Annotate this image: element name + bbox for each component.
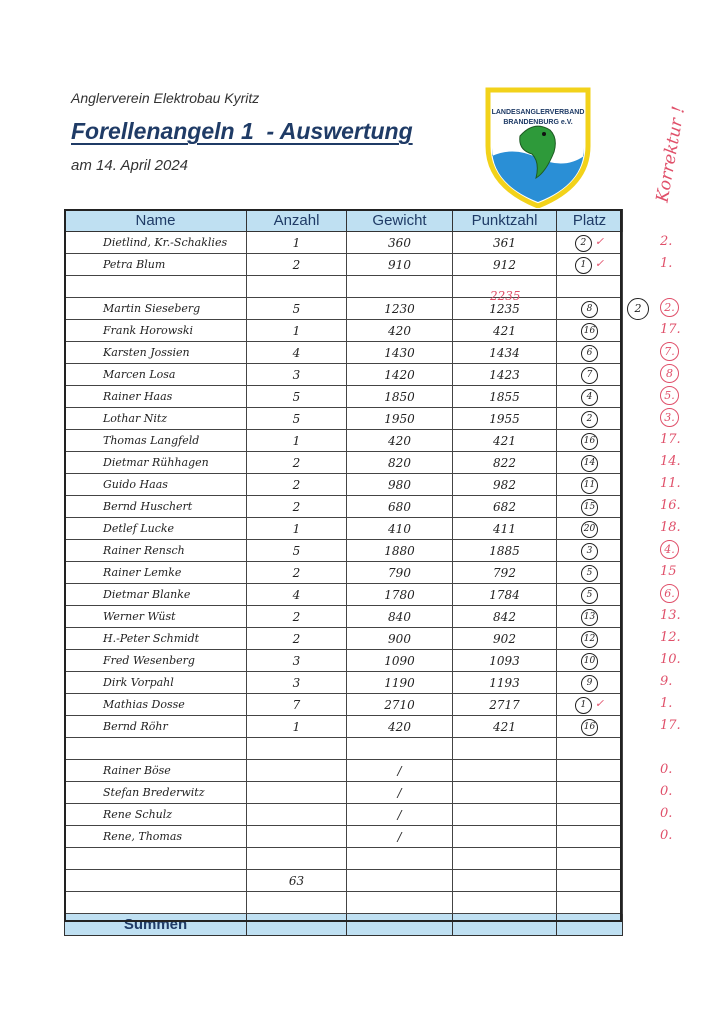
participant-name-cell: Martin Sieseberg xyxy=(65,298,247,320)
participant-name-cell: Marcen Losa xyxy=(65,364,247,386)
point-total-cell: 842 xyxy=(453,606,557,628)
fish-weight-cell: 900 xyxy=(347,628,453,650)
table-row xyxy=(65,342,623,364)
fish-weight-cell: 1950 xyxy=(347,408,453,430)
placement-circle: 1 xyxy=(575,697,592,714)
column-header-place: Platz xyxy=(557,210,623,232)
sum-cell xyxy=(453,914,557,936)
fish-weight-cell: / xyxy=(347,826,453,848)
participant-name-cell xyxy=(65,738,247,760)
participant-name-cell: Dietmar Rühhagen xyxy=(65,452,247,474)
fish-weight-cell: 1190 xyxy=(347,672,453,694)
table-row xyxy=(65,452,623,474)
placement-circle: 16 xyxy=(581,323,598,340)
correction-value: 12. xyxy=(660,630,681,645)
point-total-cell xyxy=(453,870,557,892)
placement-cell xyxy=(557,474,623,496)
point-total-cell: 421 xyxy=(453,430,557,452)
table-row xyxy=(65,760,623,782)
fish-weight-cell: 840 xyxy=(347,606,453,628)
fish-count-cell: 2 xyxy=(247,628,347,650)
participant-name-cell: Detlef Lucke xyxy=(65,518,247,540)
fish-count-cell: 3 xyxy=(247,364,347,386)
placement-cell xyxy=(557,540,623,562)
point-total-cell xyxy=(453,826,557,848)
check-mark-icon: ✓ xyxy=(594,696,605,710)
participant-name-cell: Stefan Brederwitz xyxy=(65,782,247,804)
fish-count-cell: 4 xyxy=(247,584,347,606)
correction-value xyxy=(660,363,700,385)
placement-cell xyxy=(557,584,623,606)
fish-count-cell: 2 xyxy=(247,474,347,496)
placement-cell xyxy=(557,364,623,386)
correction-value: 1. xyxy=(660,256,673,271)
fish-count-cell: 2 xyxy=(247,562,347,584)
sum-label: Summen xyxy=(65,914,247,936)
participant-name-cell xyxy=(65,892,247,914)
fish-weight-cell: 1780 xyxy=(347,584,453,606)
fish-count-cell: 1 xyxy=(247,232,347,254)
participant-name-cell: Rainer Haas xyxy=(65,386,247,408)
points-correction: 2235 xyxy=(490,289,521,303)
placement-cell xyxy=(557,848,623,870)
point-total-cell: 421 xyxy=(453,716,557,738)
placement-cell xyxy=(557,562,623,584)
placement-cell xyxy=(557,276,623,298)
point-total-cell: 1193 xyxy=(453,672,557,694)
placement-cell xyxy=(557,672,623,694)
fish-weight-cell: 1880 xyxy=(347,540,453,562)
fish-weight-cell: 2710 xyxy=(347,694,453,716)
fish-weight-cell: 410 xyxy=(347,518,453,540)
column-header-count: Anzahl xyxy=(247,210,347,232)
fish-count-cell: 2 xyxy=(247,254,347,276)
participant-name-cell: Rainer Lemke xyxy=(65,562,247,584)
table-row xyxy=(65,694,623,716)
placement-cell xyxy=(557,870,623,892)
placement-cell xyxy=(557,320,623,342)
check-mark-icon: ✓ xyxy=(594,256,605,270)
table-row xyxy=(65,386,623,408)
correction-value: 0. xyxy=(660,784,673,799)
participant-name-cell xyxy=(65,848,247,870)
fish-weight-cell: 1230 xyxy=(347,298,453,320)
placement-circle: 16 xyxy=(581,719,598,736)
participant-name-cell xyxy=(65,870,247,892)
fish-count-cell xyxy=(247,276,347,298)
participant-name-cell: Thomas Langfeld xyxy=(65,430,247,452)
placement-circle: 8 xyxy=(581,301,598,318)
table-row xyxy=(65,716,623,738)
participant-name-cell xyxy=(65,276,247,298)
sum-cell xyxy=(347,914,453,936)
placement-circle: 5 xyxy=(581,587,598,604)
participant-name-cell: Dirk Vorpahl xyxy=(65,672,247,694)
participant-name-cell: Rene Schulz xyxy=(65,804,247,826)
extra-place-mark: 2 xyxy=(627,298,649,320)
placement-circle: 16 xyxy=(581,433,598,450)
placement-cell xyxy=(557,408,623,430)
placement-cell xyxy=(557,694,623,716)
fish-count-cell xyxy=(247,760,347,782)
table-row xyxy=(65,364,623,386)
participant-name-cell: Dietlind, Kr.-Schaklies xyxy=(65,232,247,254)
point-total-cell: 1235 xyxy=(453,298,557,320)
fish-weight-cell: 910 xyxy=(347,254,453,276)
point-total-cell xyxy=(453,782,557,804)
participant-name-cell: Rainer Böse xyxy=(65,760,247,782)
point-total-cell: 982 xyxy=(453,474,557,496)
correction-value: 9. xyxy=(660,674,673,689)
point-total-cell: 421 xyxy=(453,320,557,342)
results-table xyxy=(64,209,623,936)
correction-circle: 3. xyxy=(660,408,679,427)
fish-weight-cell: 420 xyxy=(347,320,453,342)
sum-row xyxy=(65,914,623,936)
association-logo xyxy=(484,86,592,208)
fish-weight-cell: 820 xyxy=(347,452,453,474)
correction-circle: 6. xyxy=(660,584,679,603)
fish-weight-cell: 420 xyxy=(347,716,453,738)
column-header-weight: Gewicht xyxy=(347,210,453,232)
correction-circle: 7. xyxy=(660,342,679,361)
table-row xyxy=(65,826,623,848)
point-total-cell: 1093 xyxy=(453,650,557,672)
fish-count-cell: 1 xyxy=(247,320,347,342)
point-total-cell: 1855 xyxy=(453,386,557,408)
club-name: Anglerverein Elektrobau Kyritz xyxy=(71,90,260,106)
correction-value: 0. xyxy=(660,806,673,821)
correction-value xyxy=(660,385,700,407)
placement-cell xyxy=(557,650,623,672)
correction-circle: 4. xyxy=(660,540,679,559)
fish-count-cell xyxy=(247,848,347,870)
point-total-cell xyxy=(453,738,557,760)
placement-circle: 1 xyxy=(575,257,592,274)
column-header-points: Punktzahl xyxy=(453,210,557,232)
fish-count-cell xyxy=(247,804,347,826)
fish-weight-cell: / xyxy=(347,760,453,782)
placement-cell xyxy=(557,452,623,474)
placement-cell xyxy=(557,826,623,848)
fish-weight-cell: 1430 xyxy=(347,342,453,364)
point-total-cell: 822 xyxy=(453,452,557,474)
correction-value: 10. xyxy=(660,652,681,667)
fish-count-cell: 1 xyxy=(247,518,347,540)
participant-name-cell: H.-Peter Schmidt xyxy=(65,628,247,650)
fish-count-cell: 63 xyxy=(247,870,347,892)
placement-circle: 6 xyxy=(581,345,598,362)
page-title: Forellenangeln 1 - Auswertung xyxy=(71,118,413,144)
fish-weight-cell: 420 xyxy=(347,430,453,452)
fish-weight-cell: 680 xyxy=(347,496,453,518)
participant-name-cell: Frank Horowski xyxy=(65,320,247,342)
participant-name-cell: Bernd Huschert xyxy=(65,496,247,518)
point-total-cell: 1423 xyxy=(453,364,557,386)
correction-value xyxy=(660,737,700,759)
correction-value xyxy=(660,539,700,561)
placement-circle: 14 xyxy=(581,455,598,472)
correction-value: 14. xyxy=(660,454,681,469)
placement-cell xyxy=(557,386,623,408)
point-total-cell xyxy=(453,760,557,782)
table-row xyxy=(65,540,623,562)
fish-count-cell: 3 xyxy=(247,650,347,672)
table-row xyxy=(65,320,623,342)
fish-count-cell: 5 xyxy=(247,540,347,562)
fish-count-cell: 5 xyxy=(247,408,347,430)
fish-weight-cell xyxy=(347,892,453,914)
participant-name-cell: Mathias Dosse xyxy=(65,694,247,716)
table-row xyxy=(65,562,623,584)
shield-icon xyxy=(484,86,592,208)
participant-name-cell: Petra Blum xyxy=(65,254,247,276)
column-header-name: Name xyxy=(65,210,247,232)
correction-circle: 2. xyxy=(660,298,679,317)
participant-name-cell: Dietmar Blanke xyxy=(65,584,247,606)
table-row xyxy=(65,848,623,870)
fish-weight-cell xyxy=(347,848,453,870)
fish-weight-cell: / xyxy=(347,782,453,804)
table-row xyxy=(65,782,623,804)
point-total-cell: 1434 xyxy=(453,342,557,364)
fish-weight-cell: 360 xyxy=(347,232,453,254)
placement-circle: 9 xyxy=(581,675,598,692)
fish-count-cell: 1 xyxy=(247,430,347,452)
table-row xyxy=(65,606,623,628)
correction-value: 13. xyxy=(660,608,681,623)
fish-weight-cell: 1850 xyxy=(347,386,453,408)
table-row xyxy=(65,650,623,672)
fish-count-cell: 5 xyxy=(247,386,347,408)
correction-circle: 5. xyxy=(660,386,679,405)
table-row xyxy=(65,518,623,540)
placement-cell xyxy=(557,782,623,804)
placement-cell xyxy=(557,628,623,650)
correction-value: 15 xyxy=(660,564,677,579)
event-date: am 14. April 2024 xyxy=(71,157,189,174)
fish-count-cell: 1 xyxy=(247,716,347,738)
placement-circle: 5 xyxy=(581,565,598,582)
participant-name-cell: Karsten Jossien xyxy=(65,342,247,364)
correction-value: 16. xyxy=(660,498,681,513)
participant-name-cell: Lothar Nitz xyxy=(65,408,247,430)
placement-cell xyxy=(557,298,623,320)
participant-name-cell: Guido Haas xyxy=(65,474,247,496)
table-row xyxy=(65,430,623,452)
placement-circle: 2 xyxy=(581,411,598,428)
correction-value xyxy=(660,341,700,363)
placement-circle: 12 xyxy=(581,631,598,648)
placement-cell xyxy=(557,430,623,452)
correction-column xyxy=(660,231,700,847)
fish-count-cell: 2 xyxy=(247,606,347,628)
correction-circle: 8 xyxy=(660,364,679,383)
point-total-cell: 902 xyxy=(453,628,557,650)
logo-text-line1: LANDESANGLERVERBAND xyxy=(491,109,585,116)
placement-circle: 11 xyxy=(581,477,598,494)
fish-count-cell: 7 xyxy=(247,694,347,716)
fish-count-cell xyxy=(247,892,347,914)
correction-value: 2. xyxy=(660,234,673,249)
table-row xyxy=(65,496,623,518)
participant-name-cell: Werner Wüst xyxy=(65,606,247,628)
correction-value: 17. xyxy=(660,718,681,733)
placement-cell xyxy=(557,254,623,276)
table-row xyxy=(65,474,623,496)
table-row xyxy=(65,254,623,276)
placement-circle: 15 xyxy=(581,499,598,516)
placement-cell xyxy=(557,760,623,782)
point-total-cell: 682 xyxy=(453,496,557,518)
placement-circle: 20 xyxy=(581,521,598,538)
table-row xyxy=(65,276,623,298)
point-total-cell xyxy=(453,804,557,826)
correction-value: 11. xyxy=(660,476,681,491)
point-total-cell xyxy=(453,848,557,870)
placement-cell xyxy=(557,518,623,540)
table-row xyxy=(65,870,623,892)
point-total-cell: 2717 xyxy=(453,694,557,716)
placement-cell xyxy=(557,496,623,518)
fish-weight-cell xyxy=(347,276,453,298)
table-row xyxy=(65,804,623,826)
participant-name-cell: Fred Wesenberg xyxy=(65,650,247,672)
placement-cell xyxy=(557,232,623,254)
placement-cell xyxy=(557,606,623,628)
point-total-cell: 912 xyxy=(453,254,557,276)
sum-cell xyxy=(557,914,623,936)
correction-value: 18. xyxy=(660,520,681,535)
fish-weight-cell xyxy=(347,870,453,892)
fish-count-cell xyxy=(247,826,347,848)
point-total-cell: 1955 xyxy=(453,408,557,430)
table-row xyxy=(65,892,623,914)
logo-text-line2: BRANDENBURG e.V. xyxy=(503,119,573,126)
fish-count-cell: 2 xyxy=(247,452,347,474)
correction-value xyxy=(660,407,700,429)
table-body xyxy=(65,232,623,936)
point-total-cell: 1885 xyxy=(453,540,557,562)
correction-value: 1. xyxy=(660,696,673,711)
fish-count-cell: 5 xyxy=(247,298,347,320)
point-total-cell: 792 xyxy=(453,562,557,584)
fish-weight-cell: 1090 xyxy=(347,650,453,672)
point-total-cell xyxy=(453,892,557,914)
fish-weight-cell: / xyxy=(347,804,453,826)
fish-count-cell: 2 xyxy=(247,496,347,518)
correction-note-text: Korrektur ! xyxy=(652,104,690,204)
check-mark-icon: ✓ xyxy=(594,234,605,248)
fish-count-cell xyxy=(247,782,347,804)
correction-value xyxy=(660,583,700,605)
placement-circle: 4 xyxy=(581,389,598,406)
fish-weight-cell: 1420 xyxy=(347,364,453,386)
placement-cell xyxy=(557,342,623,364)
correction-value: 0. xyxy=(660,762,673,777)
fish-weight-cell xyxy=(347,738,453,760)
table-row xyxy=(65,584,623,606)
correction-note xyxy=(652,98,692,208)
placement-circle: 7 xyxy=(581,367,598,384)
placement-cell xyxy=(557,892,623,914)
participant-name-cell: Rene, Thomas xyxy=(65,826,247,848)
placement-circle: 10 xyxy=(581,653,598,670)
placement-cell xyxy=(557,738,623,760)
table-row xyxy=(65,738,623,760)
fish-count-cell: 3 xyxy=(247,672,347,694)
table-row xyxy=(65,408,623,430)
placement-circle: 2 xyxy=(575,235,592,252)
participant-name-cell: Rainer Rensch xyxy=(65,540,247,562)
point-total-cell: 411 xyxy=(453,518,557,540)
placement-cell xyxy=(557,804,623,826)
fish-count-cell xyxy=(247,738,347,760)
point-total-cell: 361 xyxy=(453,232,557,254)
correction-value xyxy=(660,297,700,319)
placement-cell xyxy=(557,716,623,738)
table-row xyxy=(65,672,623,694)
participant-name-cell: Bernd Röhr xyxy=(65,716,247,738)
fish-count-cell: 4 xyxy=(247,342,347,364)
table-row xyxy=(65,628,623,650)
fish-weight-cell: 980 xyxy=(347,474,453,496)
correction-value: 0. xyxy=(660,828,673,843)
correction-value: 17. xyxy=(660,432,681,447)
table-row xyxy=(65,232,623,254)
correction-value: 17. xyxy=(660,322,681,337)
fish-weight-cell: 790 xyxy=(347,562,453,584)
table-row xyxy=(65,298,623,320)
point-total-cell: 1784 xyxy=(453,584,557,606)
placement-circle: 13 xyxy=(581,609,598,626)
sum-cell xyxy=(247,914,347,936)
correction-value xyxy=(660,275,700,297)
table-header-row xyxy=(65,210,623,232)
placement-circle: 3 xyxy=(581,543,598,560)
